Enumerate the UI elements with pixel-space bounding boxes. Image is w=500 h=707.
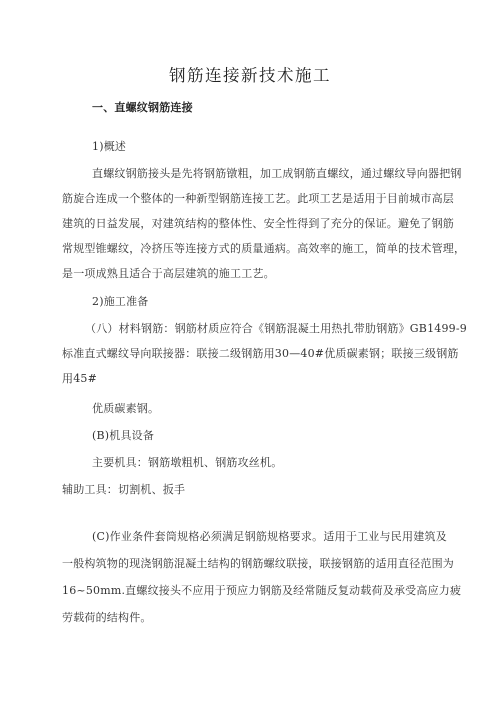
conditions-line-1: (C)作业条件套筒规格必须满足钢筋规格要求。适用于工业与民用建筑及 <box>92 530 447 543</box>
materials-line-3: 用45# <box>62 372 98 385</box>
conditions-line-4: 劳载荷的结构件。 <box>62 611 152 624</box>
conditions-line-3: 16~50mm.直螺纹接头不应用于预应力钢筋及经常随反复动载荷及承受高应力疲 <box>62 584 462 597</box>
equipment-label: (B)机具设备 <box>92 429 155 442</box>
overview-line-3: 建筑的日益发展，对建筑结构的整体性、安全性得到了充分的保证。避免了钢筋 <box>62 217 454 230</box>
overview-line-4: 常规型锥螺纹，冷挤压等连接方式的质量通病。高效率的施工，简单的技术管理， <box>62 242 466 255</box>
prep-label: 2)施工准备 <box>92 295 149 308</box>
overview-line-2: 筋旋合连成一个整体的一种新型钢筋连接工艺。此项工艺是适用于目前城市高层 <box>62 192 454 205</box>
materials-continuation: 优质碳素钢。 <box>92 402 160 415</box>
overview-line-5: 是一项成熟且适合于高层建筑的施工工艺。 <box>62 267 275 280</box>
aux-tools: 辅助工具：切割机、扳手 <box>62 483 186 496</box>
section-heading: 一、直螺纹钢筋连接 <box>92 101 193 114</box>
materials-line-1: （八）材料钢筋：钢筋材质应符合《钢筋混凝土用热扎带肋钢筋》GB1499-9 <box>85 322 467 335</box>
overview-label: 1)概述 <box>92 140 127 153</box>
conditions-line-2: 一般构筑物的现浇钢筋混凝土结构的钢筋螺纹联接，联接钢筋的适用直径范围为 <box>62 557 454 570</box>
main-tools: 主要机具：钢筋墩粗机、钢筋攻丝机。 <box>92 456 283 469</box>
materials-line-2: 标准直式螺纹导向联接器：联接二级钢筋用30—40#优质碳素钢；联接三级钢筋 <box>62 347 459 360</box>
overview-line-1: 直螺纹钢筋接头是先将钢筋镦粗，加工成钢筋直螺纹，通过螺纹导向器把钢 <box>92 167 462 180</box>
page-title: 钢筋连接新技术施工 <box>169 66 331 85</box>
